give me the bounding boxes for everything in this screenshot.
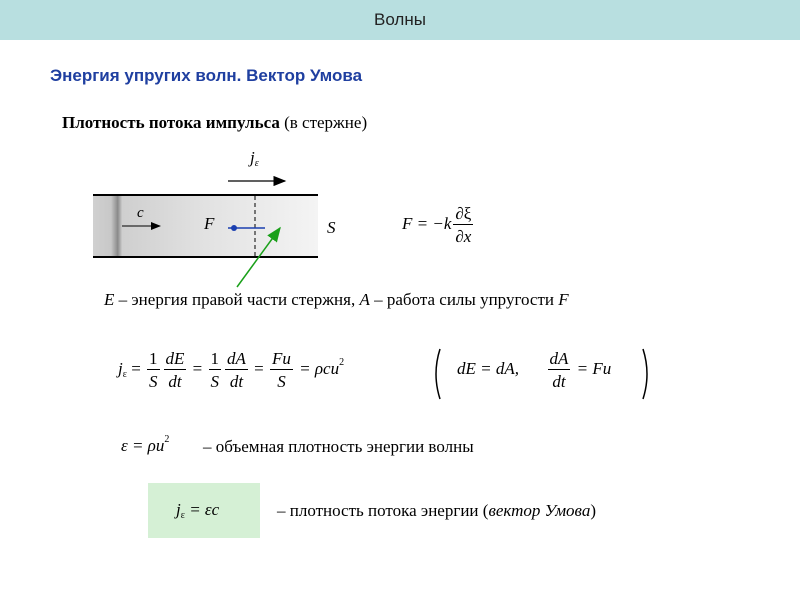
- force-label: F: [204, 214, 215, 233]
- energy-density-text: – объемная плотность энергии волны: [203, 437, 474, 456]
- formula-momentum-flux: $j_\varepsilon$ = $\frac{1}{S}$ $\frac{dE}{dt}$ = $\frac{1}{S}$ $\frac{dA}{dt}$ = $\frac{Fu}{S}$ = ρcu$^2$: [118, 349, 345, 391]
- description-line: E – энергия правой части стержня, A – работа силы упругости F: [104, 290, 569, 309]
- formula-umov: $j_\varepsilon = \varepsilon c$: [176, 500, 220, 521]
- velocity-label: c: [137, 205, 144, 221]
- topic-bold: Плотность потока импульса: [62, 113, 280, 132]
- area-label: S: [327, 218, 336, 237]
- formula-energy-density: $\varepsilon = \rho u^2$: [121, 434, 170, 455]
- formula-force: F = −k $\frac{\partial\xi}{\partial x}$: [402, 204, 472, 246]
- umov-text: – плотность потока энергии (вектор Умова): [277, 501, 596, 520]
- force-arrow-dot: [231, 225, 237, 231]
- formula-system: dE = dA, $\frac{dA}{dt}$ = Fu: [457, 349, 612, 391]
- slide-subtitle: Энергия упругих волн. Вектор Умова: [50, 66, 363, 85]
- slide-title: Волны: [374, 10, 426, 29]
- topic-normal: (в стержне): [279, 113, 368, 132]
- flux-label: $j_\varepsilon$: [250, 148, 259, 169]
